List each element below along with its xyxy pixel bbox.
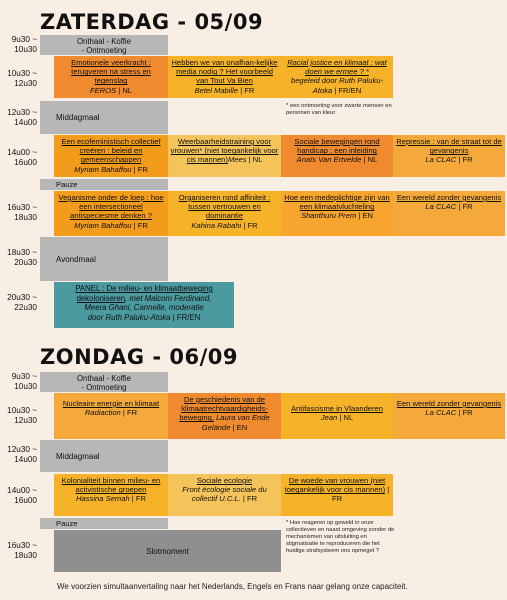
session-speaker: La CLAC [425,155,457,165]
pause-block: Pauze [40,179,168,190]
time-label: 14u00 ~ 16u00 [7,486,37,505]
saturday-title: ZATERDAG - 05/09 [40,10,264,34]
session-title: Repressie : van de straat tot de gevangenis [396,137,502,156]
session-speaker: Betel Mabille [194,85,239,95]
session-title: Organiseren rond affiniteit : tussen vertrouwen en dominantie [178,193,271,221]
time-label: 9u30 ~ 10u30 [11,372,37,391]
session-card[interactable] [393,393,505,439]
footnote: * Hoe reageren op geweld in onze collectieven en naast omgeving zonder de mechanismen van uitsluiting en stigmatisatie te reproduceren die het huidige strafsysteem ons opmeget ? [286,520,395,554]
session-card[interactable] [281,393,393,439]
panel-language: | FR/EN [170,312,201,322]
session-language: | NL [116,85,133,95]
session-title: Kolonialiteit binnen milieu- en activistische groepen [61,476,161,495]
coffee-block: Onthaal - Koffie - Ontmoeting [40,35,168,55]
time-label: 16u30 ~ 18u30 [7,541,37,560]
footer-note: We voorzien simultaanvertaling naar het Nederlands, Engels en Frans naar gelang onze capaciteit. [57,582,408,591]
session-card[interactable] [281,135,393,177]
session-language: | FR [456,408,473,418]
session-title: Veganisme onder de loep : hoe een intersectioneel antispeciesme denken ? [58,193,164,221]
session-card[interactable] [393,191,505,236]
session-speaker: Shanthuru Prem [300,211,357,221]
session-card[interactable] [281,56,393,98]
session-language: | NL [361,155,378,165]
session-language: | FR [456,155,473,165]
session-title: De woede van vrouwen (niet toegankelijk voor cis mannen) [284,476,386,495]
session-card[interactable] [168,56,281,98]
session-title: Sociale ecologie [196,476,253,485]
closing-block: Slotmoment [54,530,281,572]
session-card[interactable] [54,191,168,236]
dinner-block: Avondmaal [40,237,168,281]
session-speaker: La CLAC [425,408,457,418]
session-card[interactable] [168,474,281,516]
session-card[interactable] [54,474,168,516]
session-card[interactable]: De woede van vrouwen (niet toegankelijk voor cis mannen) | FR [281,474,393,516]
session-card[interactable] [54,393,168,439]
session-card[interactable] [54,135,168,177]
time-label: 12u30 ~ 14u00 [7,108,37,127]
session-speaker: Hassina Semah [76,494,130,504]
panel-speakers: , met Malcom Ferdinand, [125,293,212,303]
session-language: | FR/EN [332,85,362,95]
time-label: 18u30 ~ 20u30 [7,248,37,267]
time-label: 20u30 ~ 22u30 [7,293,37,312]
session-card[interactable] [281,191,393,236]
session-speaker: Kahina Rabahi [191,220,242,230]
session-language: | EN [356,211,374,221]
session-title: De geschiedenis van de klimaatrechtvaardigheids-beweging, [179,395,268,423]
time-label: 10u30 ~ 12u30 [7,406,37,425]
session-title: Een wereld zonder gevangenis [396,399,502,408]
time-label: 10u30 ~ 12u30 [7,69,37,88]
session-speaker: Anaïs Van Ertvelde [296,155,362,165]
session-speaker: Radiaction [84,408,121,418]
session-speaker: Mees [227,155,247,165]
session-language: | FR [241,220,258,230]
session-speaker: Myriam Bahaffou [74,164,132,174]
session-language: | FR [120,408,138,418]
session-title: Een wereld zonder gevangenis [396,193,502,202]
pause-block: Pauze [40,518,168,529]
time-label: 14u00 ~ 16u00 [7,148,37,167]
lunch-block: Middagmaal [40,440,168,472]
session-title: Een ecofeministisch collectief creëren : beleid en gemeenschappen [61,137,161,165]
session-title: Sociale bewegingen rond handicap : een inleiding [294,137,380,156]
session-speaker: begeleid door Ruth Paluku-Atoka [290,76,384,95]
session-language: | NL [246,155,263,165]
session-card[interactable] [168,191,281,236]
session-speaker: Jean [320,413,338,423]
session-language: | FR [240,494,258,504]
lunch-block: Middagmaal [40,101,168,134]
session-language: | NL [337,413,354,423]
session-title: Weerbaarheidstraining voor vrouwen* (niet toegankelijk voor cis mannen) [170,137,279,165]
session-language: | FR [129,494,146,504]
session-title: Racial justice en klimaat : wat doen we ermee ? * [287,58,387,77]
session-speaker: La CLAC [425,202,457,212]
session-card[interactable] [168,393,281,439]
panel-speakers: Meera Ghani, Cannelle, moderatie [84,303,204,313]
session-language: | FR [456,202,473,212]
session-title: Antifascisme in Vlaanderen [290,404,384,413]
session-title: Hoe een medeplichtige zijn van een klimaatvluchteling [284,193,390,212]
sunday-title: ZONDAG - 06/09 [40,345,239,369]
session-title: Nucleaire energie en klimaat [62,399,160,408]
time-label: 9u30 ~ 10u30 [11,35,37,54]
session-speaker: Laura van Ende Gelände [201,413,270,432]
session-title: Hebben we van onafhan-kelijke media nodig ? Het voorbeeld van Tout Va Bien [171,58,278,86]
session-title: Emotionele veerkracht : terugveren na stress en tegenslag [71,58,151,86]
panel-card[interactable] [54,282,234,328]
time-label: 16u30 ~ 18u30 [7,203,37,222]
coffee-block: Onthaal - Koffie - Ontmoeting [40,372,168,392]
session-card[interactable] [393,135,505,177]
session-speaker: Myriam Bahaffou [74,220,132,230]
session-card[interactable] [54,56,168,98]
session-language: FR [331,494,343,504]
time-label: 12u30 ~ 14u00 [7,445,37,464]
panel-speakers: door Ruth Paluku-Atoka [87,312,171,322]
session-language: | EN [230,422,248,432]
session-language: | FR [238,85,255,95]
session-speaker: FEROS [89,85,117,95]
session-language: | FR [131,220,148,230]
footnote: * een ontmoeting voor zwarte mensen en personen van kleur [286,103,392,116]
session-card[interactable] [168,135,281,177]
session-speaker: Front écologie sociale du collectif U.C.L. [182,485,267,504]
session-language: | FR [131,164,148,174]
panel-title: PANEL : De milieu- en klimaatbeweging dekoloniseren [75,284,213,303]
